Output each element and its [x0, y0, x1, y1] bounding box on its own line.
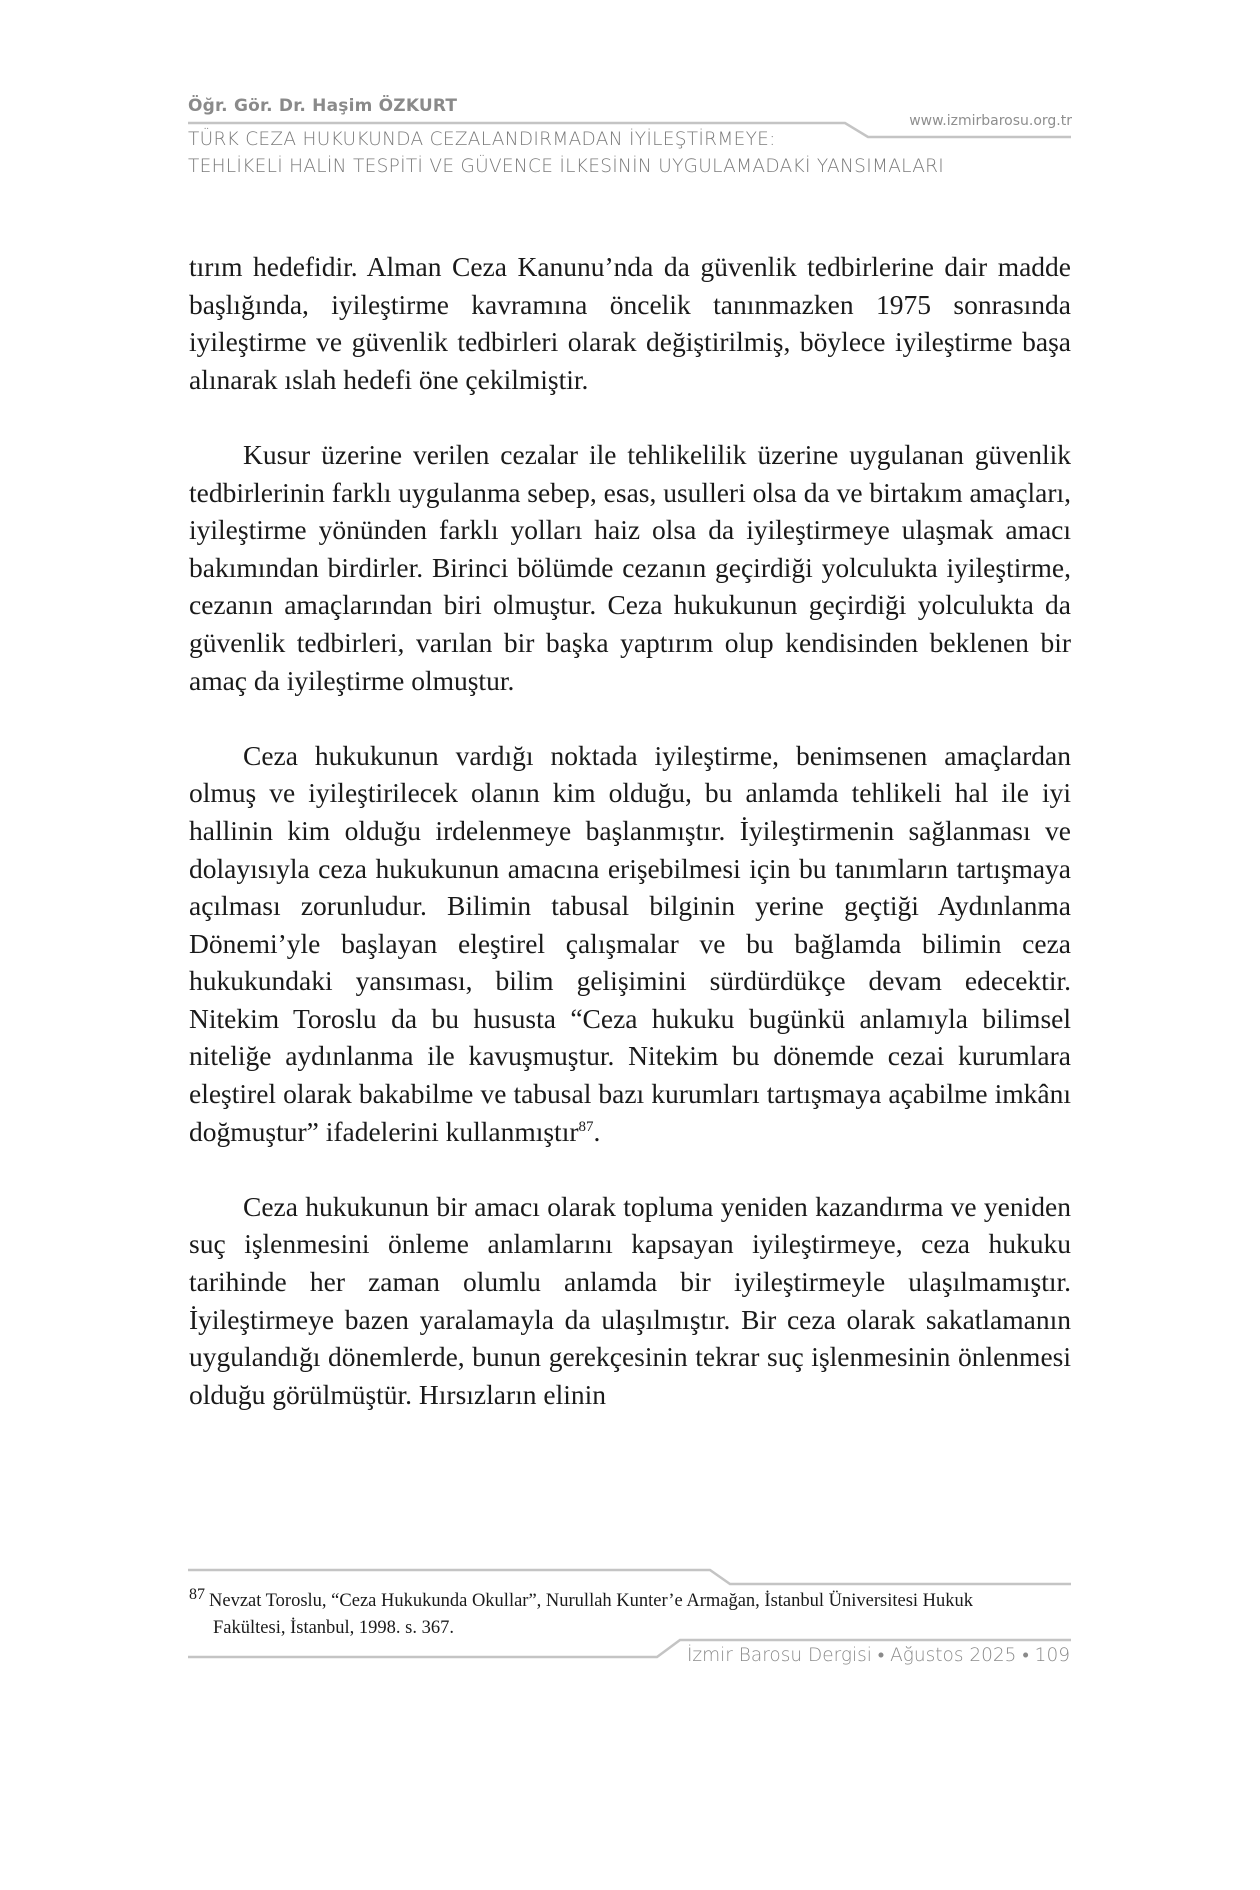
paragraph-3-period: .: [593, 1115, 601, 1147]
footnote-87: [189, 1585, 1071, 1642]
footnote-number: 87: [189, 1585, 205, 1603]
page-footer: İzmir Barosu Dergisi • Ağustos 2025 • 109: [686, 1645, 1070, 1666]
footnote-text-line-1: Nevzat Toroslu, “Ceza Hukukunda Okullar”, Nurullah Kunter’e Armağan, İstanbul Üniversitesi Hukuk: [209, 1591, 974, 1611]
footnote-reference[interactable]: 87: [578, 1118, 594, 1135]
paragraph-1: tırım hedefidir. Alman Ceza Kanunu’nda da güvenlik tedbirlerine dair madde başlığında, iyileştirme kavramına öncelik tanınmazken 1975 sonrasında iyileştirme ve güvenlik tedbirleri olarak değiştirilmiş, böylece iyileştirme başa alınarak ıslah hedefi öne çekilmiştir.: [189, 251, 1071, 395]
paragraph-3: [189, 737, 1071, 1151]
website-link[interactable]: www.izmirbarosu.org.tr: [909, 113, 1072, 129]
footnote-separator-line: [188, 1570, 1071, 1584]
paragraph-2: Kusur üzerine verilen cezalar ile tehlikelilik üzerine uygulanan güvenlik tedbirlerinin farklı uygulanma sebep, esas, usulleri olsa da ve birtakım amaçları, iyileştirme yönünden farklı yolları haiz olsa da iyileştirmeye ulaşmak amacı bakımından birdirler. Birinci bölümde cezanın geçirdiği yolculukta iyileştirme, cezanın amaçlarından biri olmuştur. Ceza hukukunun geçirdiği yolculukta da güvenlik tedbirleri, varılan bir başka yaptırım olup kendisinden beklenen bir amaç da iyileştirme olmuştur.: [189, 438, 1072, 696]
footnote-text-line-2: Fakültesi, İstanbul, 1998. s. 367.: [213, 1618, 455, 1638]
paragraph-3-text: Ceza hukukunun vardığı noktada iyileştirme, benimsenen amaçlardan olmuş ve iyileştirilecek olanın kim olduğu, bu anlamda tehlikeli hal ile iyi hallinin kim olduğu irdelenmeye başlanmıştır. İyileştirmenin sağlanması ve dolayısıyla ceza hukukunun amacına erişebilmesi için bu tanımların tartışmaya açılması zorunludur. Bilimin tabusal bilginin yerine geçtiği Aydınlanma Dönemi’yle başlayan eleştirel çalışmalar ve bu bağlamda bilimin ceza hukukundaki yansıması, bilim gelişimini sürdürdükçe devam edecektir. Nitekim Toroslu da bu hususta “Ceza hukuku bugünkü anlamıyla bilimsel niteliğe aydınlanma ile kavuşmuştur. Nitekim bu dönemde cezai kurumlara eleştirel olarak bakabilme ve tabusal bazı kurumları tartışmaya açabilme imkânı doğmuştur” ifadelerini kullanmıştır: [189, 739, 1071, 1147]
article-title-line-1: TÜRK CEZA HUKUKUNDA CEZALANDIRMADAN İYİLEŞTİRMEYE:: [188, 129, 776, 150]
author-name: Öğr. Gör. Dr. Haşim ÖZKURT: [188, 96, 458, 116]
body-text: [189, 248, 1071, 1451]
article-title-line-2: TEHLİKELİ HALİN TESPİTİ VE GÜVENCE İLKESİNİN UYGULAMADAKİ YANSIMALARI: [188, 156, 945, 177]
paragraph-4: Ceza hukukunun bir amacı olarak topluma yeniden kazandırma ve yeniden suç işlenmesini önleme anlamlarını kapsayan iyileştirmeye, ceza hukuku tarihinde her zaman olumlu anlamda bir iyileştirmeyle ulaşılmamıştır. İyileştirmeye bazen yaralamayla da ulaşılmıştır. Bir ceza olarak sakatlamanın uygulandığı dönemlerde, bunun gerekçesinin tekrar suç işlenmesinin önlenmesi olduğu görülmüştür. Hırsızların elinin: [189, 1190, 1071, 1410]
